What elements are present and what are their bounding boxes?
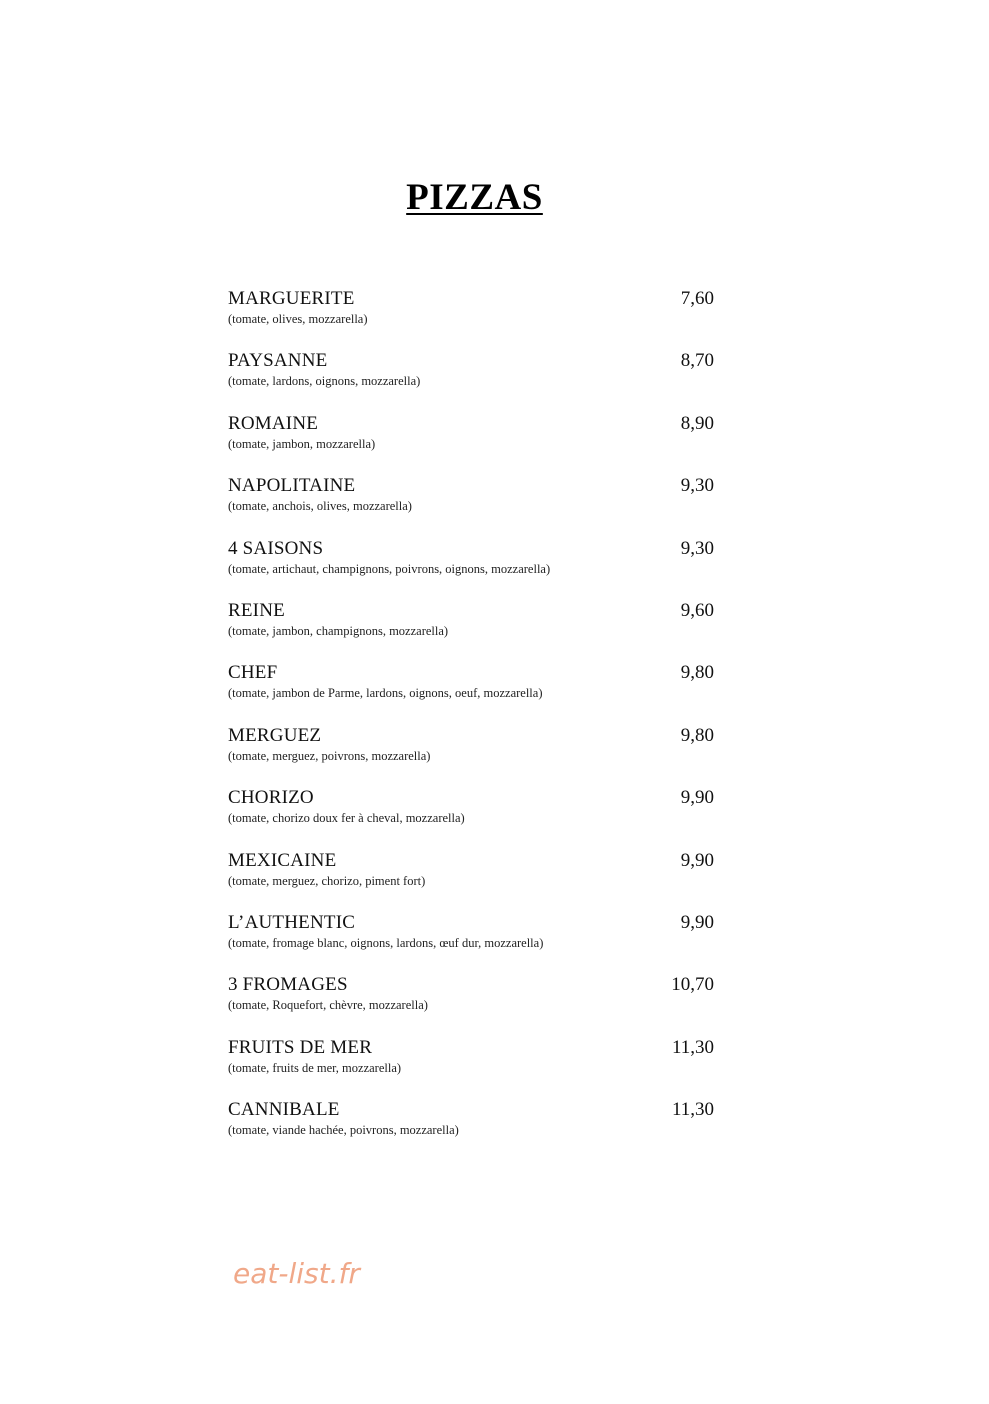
item-name: PAYSANNE	[228, 350, 328, 372]
item-price: 9,30	[680, 475, 714, 497]
watermark: eat-list.fr	[233, 1257, 360, 1290]
item-price: 8,70	[680, 350, 714, 372]
item-name: MERGUEZ	[228, 724, 322, 746]
item-description: (tomate, jambon, mozzarella)	[228, 436, 376, 451]
item-description: (tomate, artichaut, champignons, poivrons, oignons, mozzarella)	[228, 561, 551, 576]
menu-item	[228, 662, 728, 724]
item-name: L’AUTHENTIC	[228, 911, 356, 933]
item-description: (tomate, anchois, olives, mozzarella)	[228, 499, 412, 514]
menu-item	[228, 413, 728, 475]
menu-item	[228, 475, 728, 537]
item-description: (tomate, chorizo doux fer à cheval, mozzarella)	[228, 811, 465, 826]
item-price: 9,90	[680, 911, 714, 933]
item-description: (tomate, fromage blanc, oignons, lardons, œuf dur, mozzarella)	[228, 935, 544, 950]
menu-item	[228, 725, 728, 787]
menu-item	[228, 787, 728, 849]
item-description: (tomate, lardons, oignons, mozzarella)	[228, 374, 421, 389]
menu-item	[228, 850, 728, 912]
item-name: CHEF	[228, 662, 278, 684]
menu-item	[228, 974, 728, 1036]
item-description: (tomate, viande hachée, poivrons, mozzarella)	[228, 1123, 459, 1138]
pizza-menu-list	[228, 288, 728, 1161]
item-name: FRUITS DE MER	[228, 1036, 373, 1058]
item-description: (tomate, fruits de mer, mozzarella)	[228, 1060, 402, 1075]
item-name: ROMAINE	[228, 412, 319, 434]
item-price: 7,60	[680, 288, 714, 309]
item-price: 11,30	[671, 1036, 714, 1058]
item-description: (tomate, olives, mozzarella)	[228, 312, 368, 326]
item-price: 9,60	[680, 599, 714, 621]
item-description: (tomate, jambon, champignons, mozzarella)	[228, 623, 449, 638]
item-price: 9,90	[680, 787, 714, 809]
menu-item	[228, 912, 728, 974]
menu-item	[228, 1037, 728, 1099]
item-price: 9,30	[680, 537, 714, 559]
item-description: (tomate, merguez, chorizo, piment fort)	[228, 873, 426, 888]
item-name: REINE	[228, 599, 285, 621]
item-price: 11,30	[671, 1099, 714, 1121]
menu-item	[228, 1099, 728, 1161]
item-name: 3 FROMAGES	[228, 974, 348, 996]
page-title: PIZZAS	[406, 177, 543, 218]
item-price: 9,90	[680, 849, 714, 871]
menu-item	[228, 288, 728, 350]
menu-item	[228, 600, 728, 662]
item-name: CHORIZO	[228, 787, 314, 809]
item-price: 8,90	[680, 412, 714, 434]
menu-item	[228, 538, 728, 600]
item-name: MARGUERITE	[228, 288, 355, 309]
item-description: (tomate, Roquefort, chèvre, mozzarella)	[228, 998, 428, 1013]
item-name: MEXICAINE	[228, 849, 337, 871]
item-price: 9,80	[680, 662, 714, 684]
item-price: 9,80	[680, 724, 714, 746]
item-price: 10,70	[671, 974, 714, 996]
item-description: (tomate, jambon de Parme, lardons, oignons, oeuf, mozzarella)	[228, 686, 543, 701]
item-name: NAPOLITAINE	[228, 475, 356, 497]
item-description: (tomate, merguez, poivrons, mozzarella)	[228, 748, 431, 763]
menu-item	[228, 350, 728, 412]
item-name: 4 SAISONS	[228, 537, 324, 559]
item-name: CANNIBALE	[228, 1099, 340, 1121]
